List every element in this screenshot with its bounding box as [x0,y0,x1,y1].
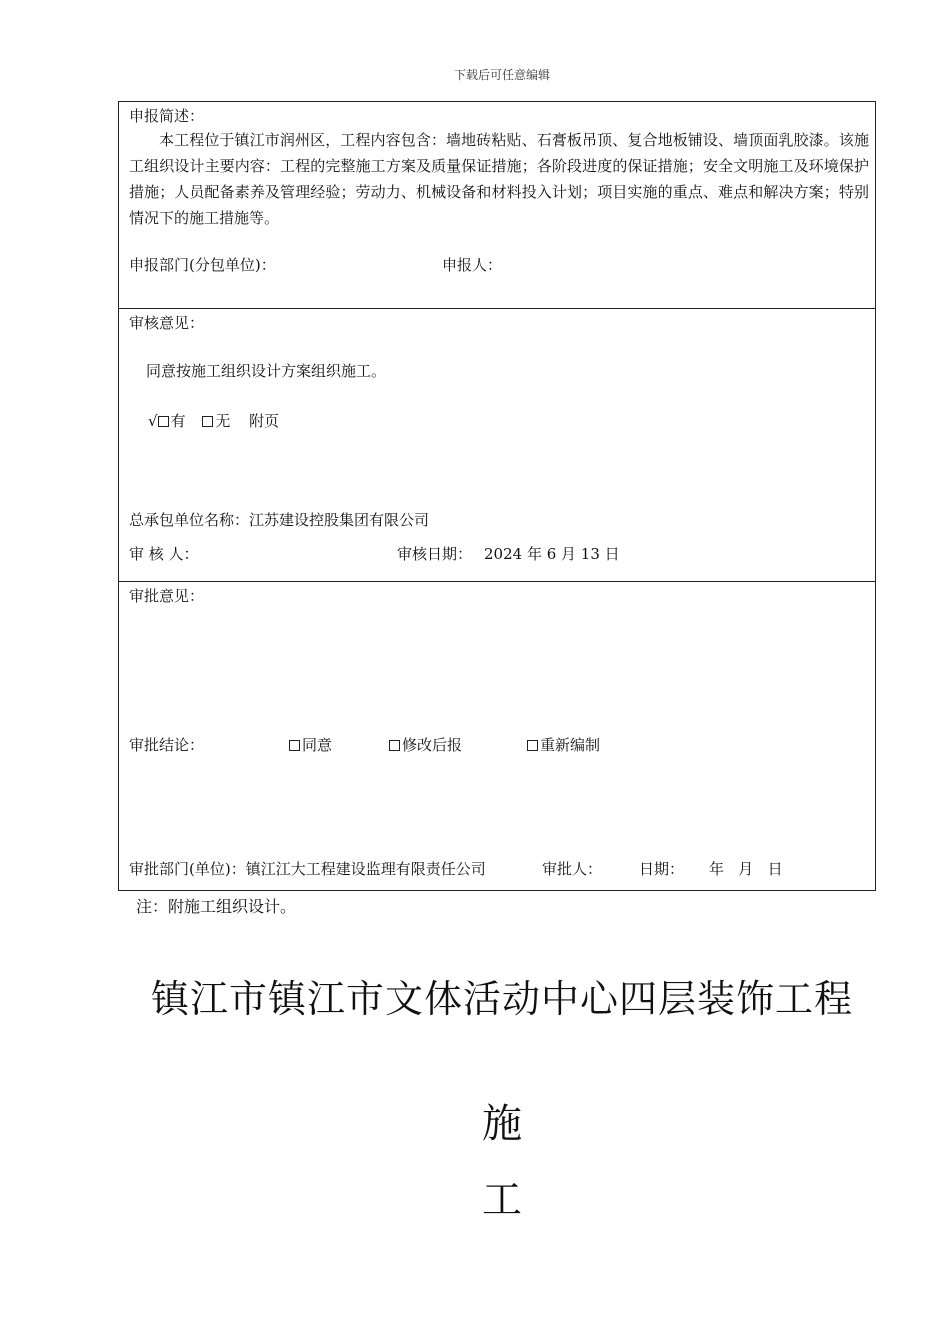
option-revise[interactable] [389,736,462,754]
approval-dept-label: 审批部门(单位)： [129,860,246,878]
checkbox-yes[interactable] [158,416,169,427]
contractor-name: 江苏建设控股集团有限公司 [249,511,430,529]
review-date-value: 2024 年 6 月 13 日 [484,545,620,563]
option-redo[interactable] [527,736,600,754]
review-date-label: 审核日期： [397,545,473,563]
application-dept-label: 申报部门(分包单位)： [129,256,276,274]
reviewer-label: 审 核 人： [129,545,199,563]
attachment-options [148,412,279,430]
header-note: 下载后可任意编辑 [453,68,550,82]
checkbox-revise[interactable] [389,740,400,751]
approval-date-placeholder: 年 月 日 [709,860,783,878]
approval-form [118,101,876,891]
approval-dept-row [129,860,486,878]
option-revise-label: 修改后报 [402,736,463,754]
title-char-2: 工 [482,1177,522,1223]
option-agree-label: 同意 [302,736,333,754]
contractor-row [129,511,429,529]
checkbox-no[interactable] [202,416,213,427]
checkbox-agree[interactable] [289,740,300,751]
option-no-label: 无 [215,412,231,430]
checkbox-redo[interactable] [527,740,538,751]
approver-label: 审批人： [542,860,603,878]
application-summary-label: 申报简述： [129,107,205,125]
review-opinion-text: 同意按施工组织设计方案组织施工。 [146,362,387,380]
check-mark: √ [148,412,158,430]
approval-dept-name: 镇江江大工程建设监理有限责任公司 [245,860,486,878]
title-char-1: 施 [482,1101,522,1147]
attachment-label: 附页 [249,412,280,430]
applicant-label: 申报人： [442,256,503,274]
review-section [119,309,875,582]
approval-date-label: 日期： [639,860,685,878]
footnote: 注：附施工组织设计。 [136,897,297,916]
application-section [119,102,875,309]
review-opinion-label: 审核意见： [129,314,205,332]
project-title: 镇江市镇江市文体活动中心四层装饰工程 [150,977,853,1021]
approval-conclusion-label: 审批结论： [129,736,205,754]
application-description: 本工程位于镇江市润州区，工程内容包含：墙地砖粘贴、石膏板吊顶、复合地板铺设、墙顶面乳胶漆。该施工组织设计主要内容：工程的完整施工方案及质量保证措施；各阶段进度的保证措施；安全文明施工及环境保护措施；人员配备素养及管理经验；劳动力、机械设备和材料投入计划；项目实施的重点、难点和解决方案；特别情况下的施工措施等。 [129,131,869,227]
option-agree[interactable] [289,736,332,754]
approval-opinion-label: 审批意见： [129,587,205,605]
review-date-row [397,545,620,563]
approval-section [119,582,875,890]
option-redo-label: 重新编制 [540,736,601,754]
contractor-label: 总承包单位名称： [129,511,250,529]
option-yes-label: 有 [170,412,186,430]
